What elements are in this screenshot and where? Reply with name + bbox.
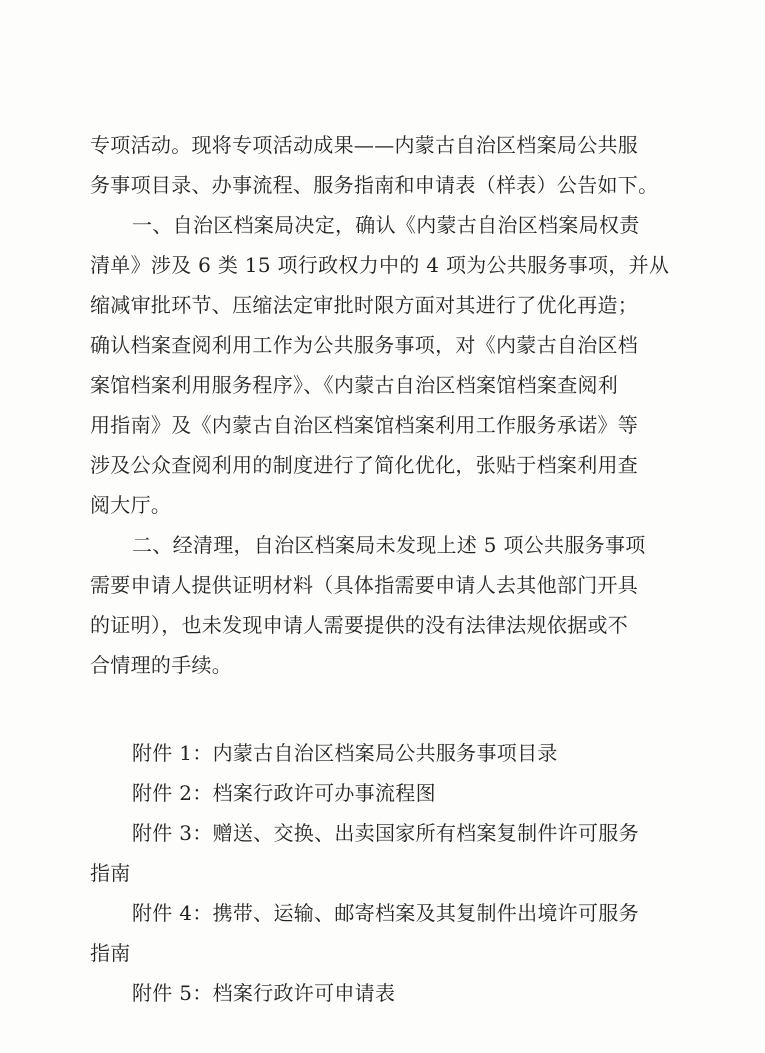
attachment-line: 指南	[90, 861, 131, 885]
text-line: 合情理的手续。	[90, 653, 233, 677]
attachment-line: 附件 3：赠送、交换、出卖国家所有档案复制件许可服务	[132, 821, 639, 845]
text-line: 务事项目录、办事流程、服务指南和申请表（样表）公告如下。	[90, 173, 659, 197]
text-line: 缩减审批环节、压缩法定审批时限方面对其进行了优化再造；	[90, 293, 639, 317]
text-line: 一、自治区档案局决定，确认《内蒙古自治区档案局权责	[132, 213, 640, 237]
text-line: 案馆档案利用服务程序》、《内蒙古自治区档案馆档案查阅利	[90, 373, 619, 397]
attachment-line: 指南	[90, 941, 131, 965]
text-line: 需要申请人提供证明材料（具体指需要申请人去其他部门开具	[90, 573, 639, 597]
text-line: 确认档案查阅利用工作为公共服务事项，对《内蒙古自治区档	[90, 333, 639, 357]
attachment-line: 附件 5：档案行政许可申请表	[132, 981, 396, 1005]
text-line: 涉及公众查阅利用的制度进行了简化优化，张贴于档案利用查	[90, 453, 639, 477]
text-line: 清单》涉及 6 类 15 项行政权力中的 4 项为公共服务事项，并从	[90, 253, 670, 277]
text-line: 阅大厅。	[90, 493, 172, 517]
text-line: 用指南》及《内蒙古自治区档案馆档案利用工作服务承诺》等	[90, 413, 639, 437]
text-line: 二、经清理，自治区档案局未发现上述 5 项公共服务事项	[132, 533, 646, 557]
attachment-line: 附件 4：携带、运输、邮寄档案及其复制件出境许可服务	[132, 901, 639, 925]
attachment-line: 附件 2：档案行政许可办事流程图	[132, 781, 436, 805]
text-line: 的证明），也未发现申请人需要提供的没有法律法规依据或不	[90, 613, 629, 637]
text-line: 专项活动。现将专项活动成果——内蒙古自治区档案局公共服	[90, 133, 639, 157]
attachment-line: 附件 1：内蒙古自治区档案局公共服务事项目录	[132, 741, 558, 765]
